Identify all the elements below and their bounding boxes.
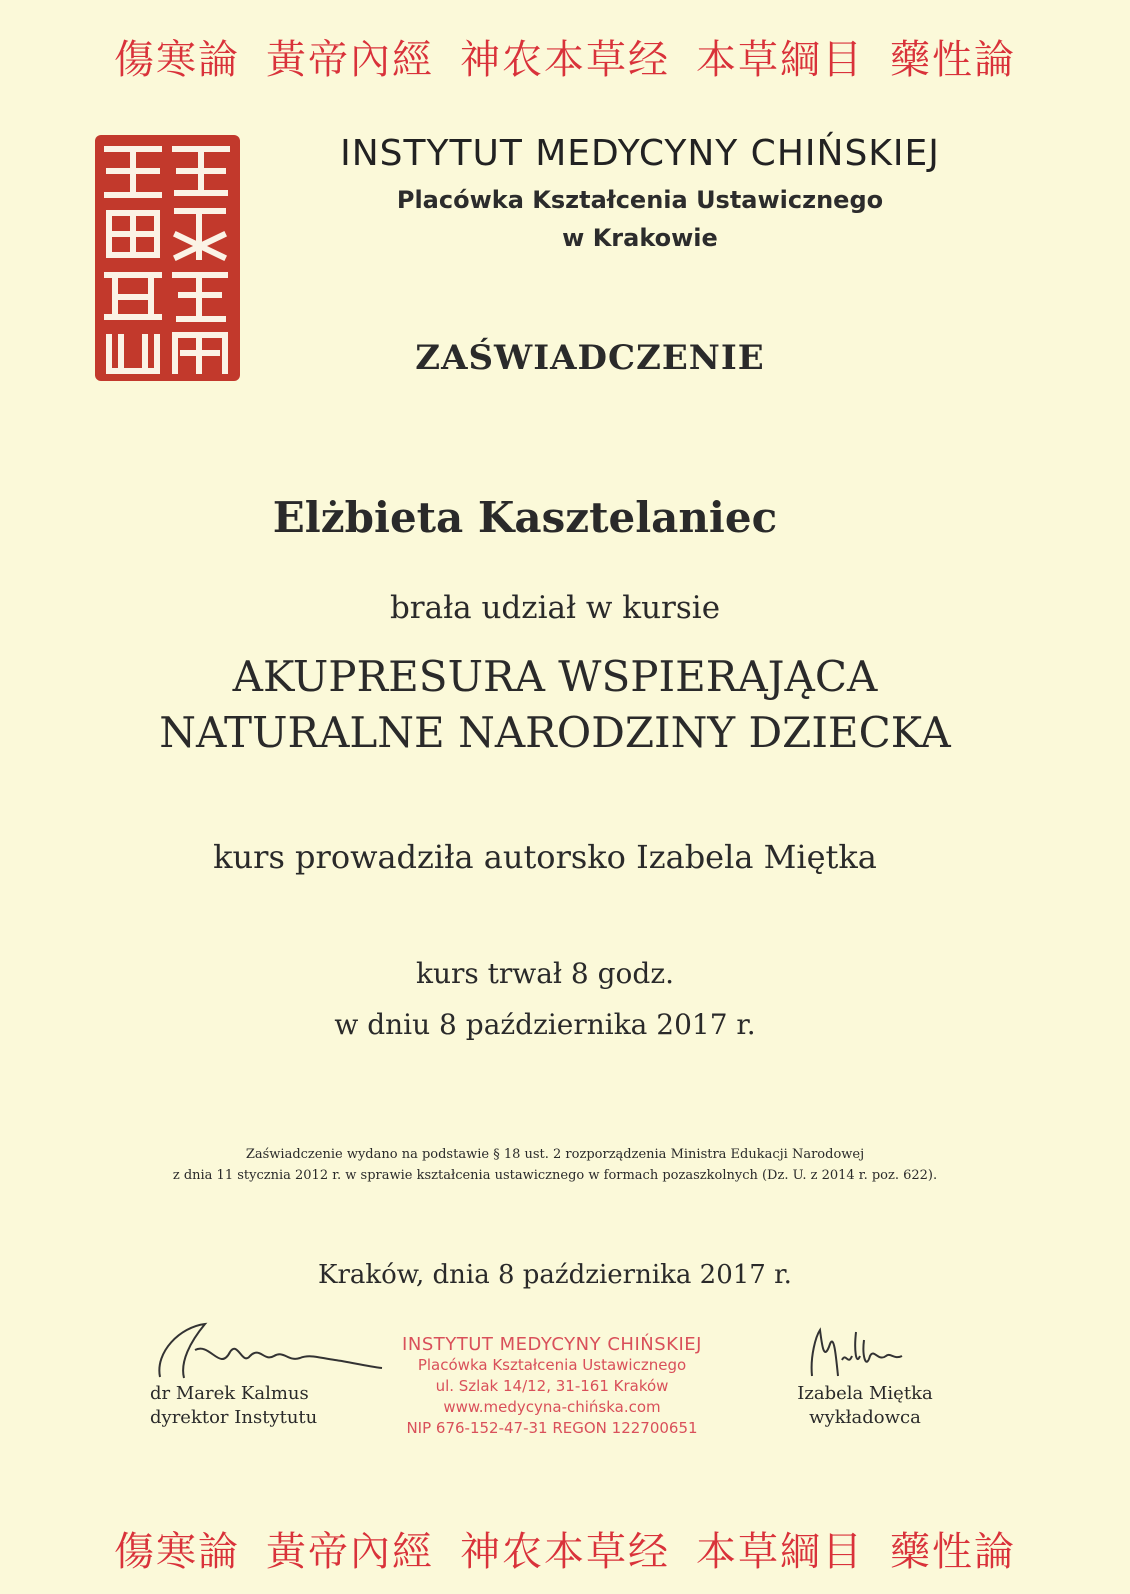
course-title-line2: NATURALNE NARODZINY DZIECKA (159, 708, 951, 757)
lecturer-signature (790, 1326, 940, 1382)
stamp-line1: Placówka Kształcenia Ustawicznego (417, 1356, 687, 1374)
director-signature (150, 1322, 390, 1382)
lecturer-role: wykładowca (809, 1407, 921, 1428)
institute-location: w Krakowie (562, 224, 718, 252)
place-and-date: Kraków, dnia 8 października 2017 r. (318, 1260, 792, 1290)
stamp-name: INSTYTUT MEDYCYNY CHIŃSKIEJ (402, 1334, 702, 1355)
header-cjk-0: 傷寒論 (114, 37, 240, 83)
lecturer-signature-block (790, 1326, 940, 1430)
participation-text: brała udział w kursie (389, 590, 721, 626)
header-cjk-row (0, 28, 1130, 85)
institute-stamp (392, 1334, 712, 1439)
director-name: dr Marek Kalmus (150, 1383, 309, 1404)
footer-cjk-3: 本草綱目 (696, 1529, 864, 1575)
stamp-line4: NIP 676-152-47-31 REGON 122700651 (406, 1419, 698, 1437)
legal-basis-line1: Zaświadczenie wydano na podstawie § 18 ust. 2 rozporządzenia Ministra Edukacji Narodowej (245, 1147, 865, 1162)
stamp-line2: ul. Szlak 14/12, 31-161 Kraków (435, 1377, 669, 1395)
institute-name: INSTYTUT MEDYCYNY CHIŃSKIEJ (340, 133, 940, 174)
lecturer-name: Izabela Miętka (797, 1383, 933, 1404)
seal-icon (95, 135, 240, 381)
legal-basis-line2: z dnia 11 stycznia 2012 r. w sprawie kształcenia ustawicznego w formach pozaszkolnych (Dz. U. z 2014 r. poz. 622). (172, 1168, 938, 1183)
footer-cjk-0: 傷寒論 (114, 1529, 240, 1575)
header-cjk-1: 黃帝內經 (266, 37, 434, 83)
course-title-line1: AKUPRESURA WSPIERAJĄCA (232, 652, 878, 701)
footer-cjk-1: 黃帝內經 (266, 1529, 434, 1575)
participant-name: Elżbieta Kasztelaniec (272, 493, 778, 542)
director-signature-block (150, 1322, 390, 1430)
header-cjk-2: 神农本草经 (460, 37, 670, 83)
footer-cjk-row (0, 1520, 1130, 1577)
header-cjk-4: 藥性論 (890, 37, 1016, 83)
stamp-line3: www.medycyna-chińska.com (443, 1398, 661, 1416)
lecturer-line: kurs prowadziła autorsko Izabela Miętka (213, 838, 877, 876)
director-role: dyrektor Instytutu (150, 1407, 318, 1428)
course-date: w dniu 8 października 2017 r. (334, 1008, 756, 1041)
course-duration: kurs trwał 8 godz. (415, 957, 674, 990)
institute-subtitle: Placówka Kształcenia Ustawicznego (396, 186, 884, 214)
footer-cjk-2: 神农本草经 (460, 1529, 670, 1575)
header-cjk-3: 本草綱目 (696, 37, 864, 83)
certificate-title: ZAŚWIADCZENIE (415, 338, 765, 378)
red-seal-logo (95, 135, 240, 381)
footer-cjk-4: 藥性論 (890, 1529, 1016, 1575)
